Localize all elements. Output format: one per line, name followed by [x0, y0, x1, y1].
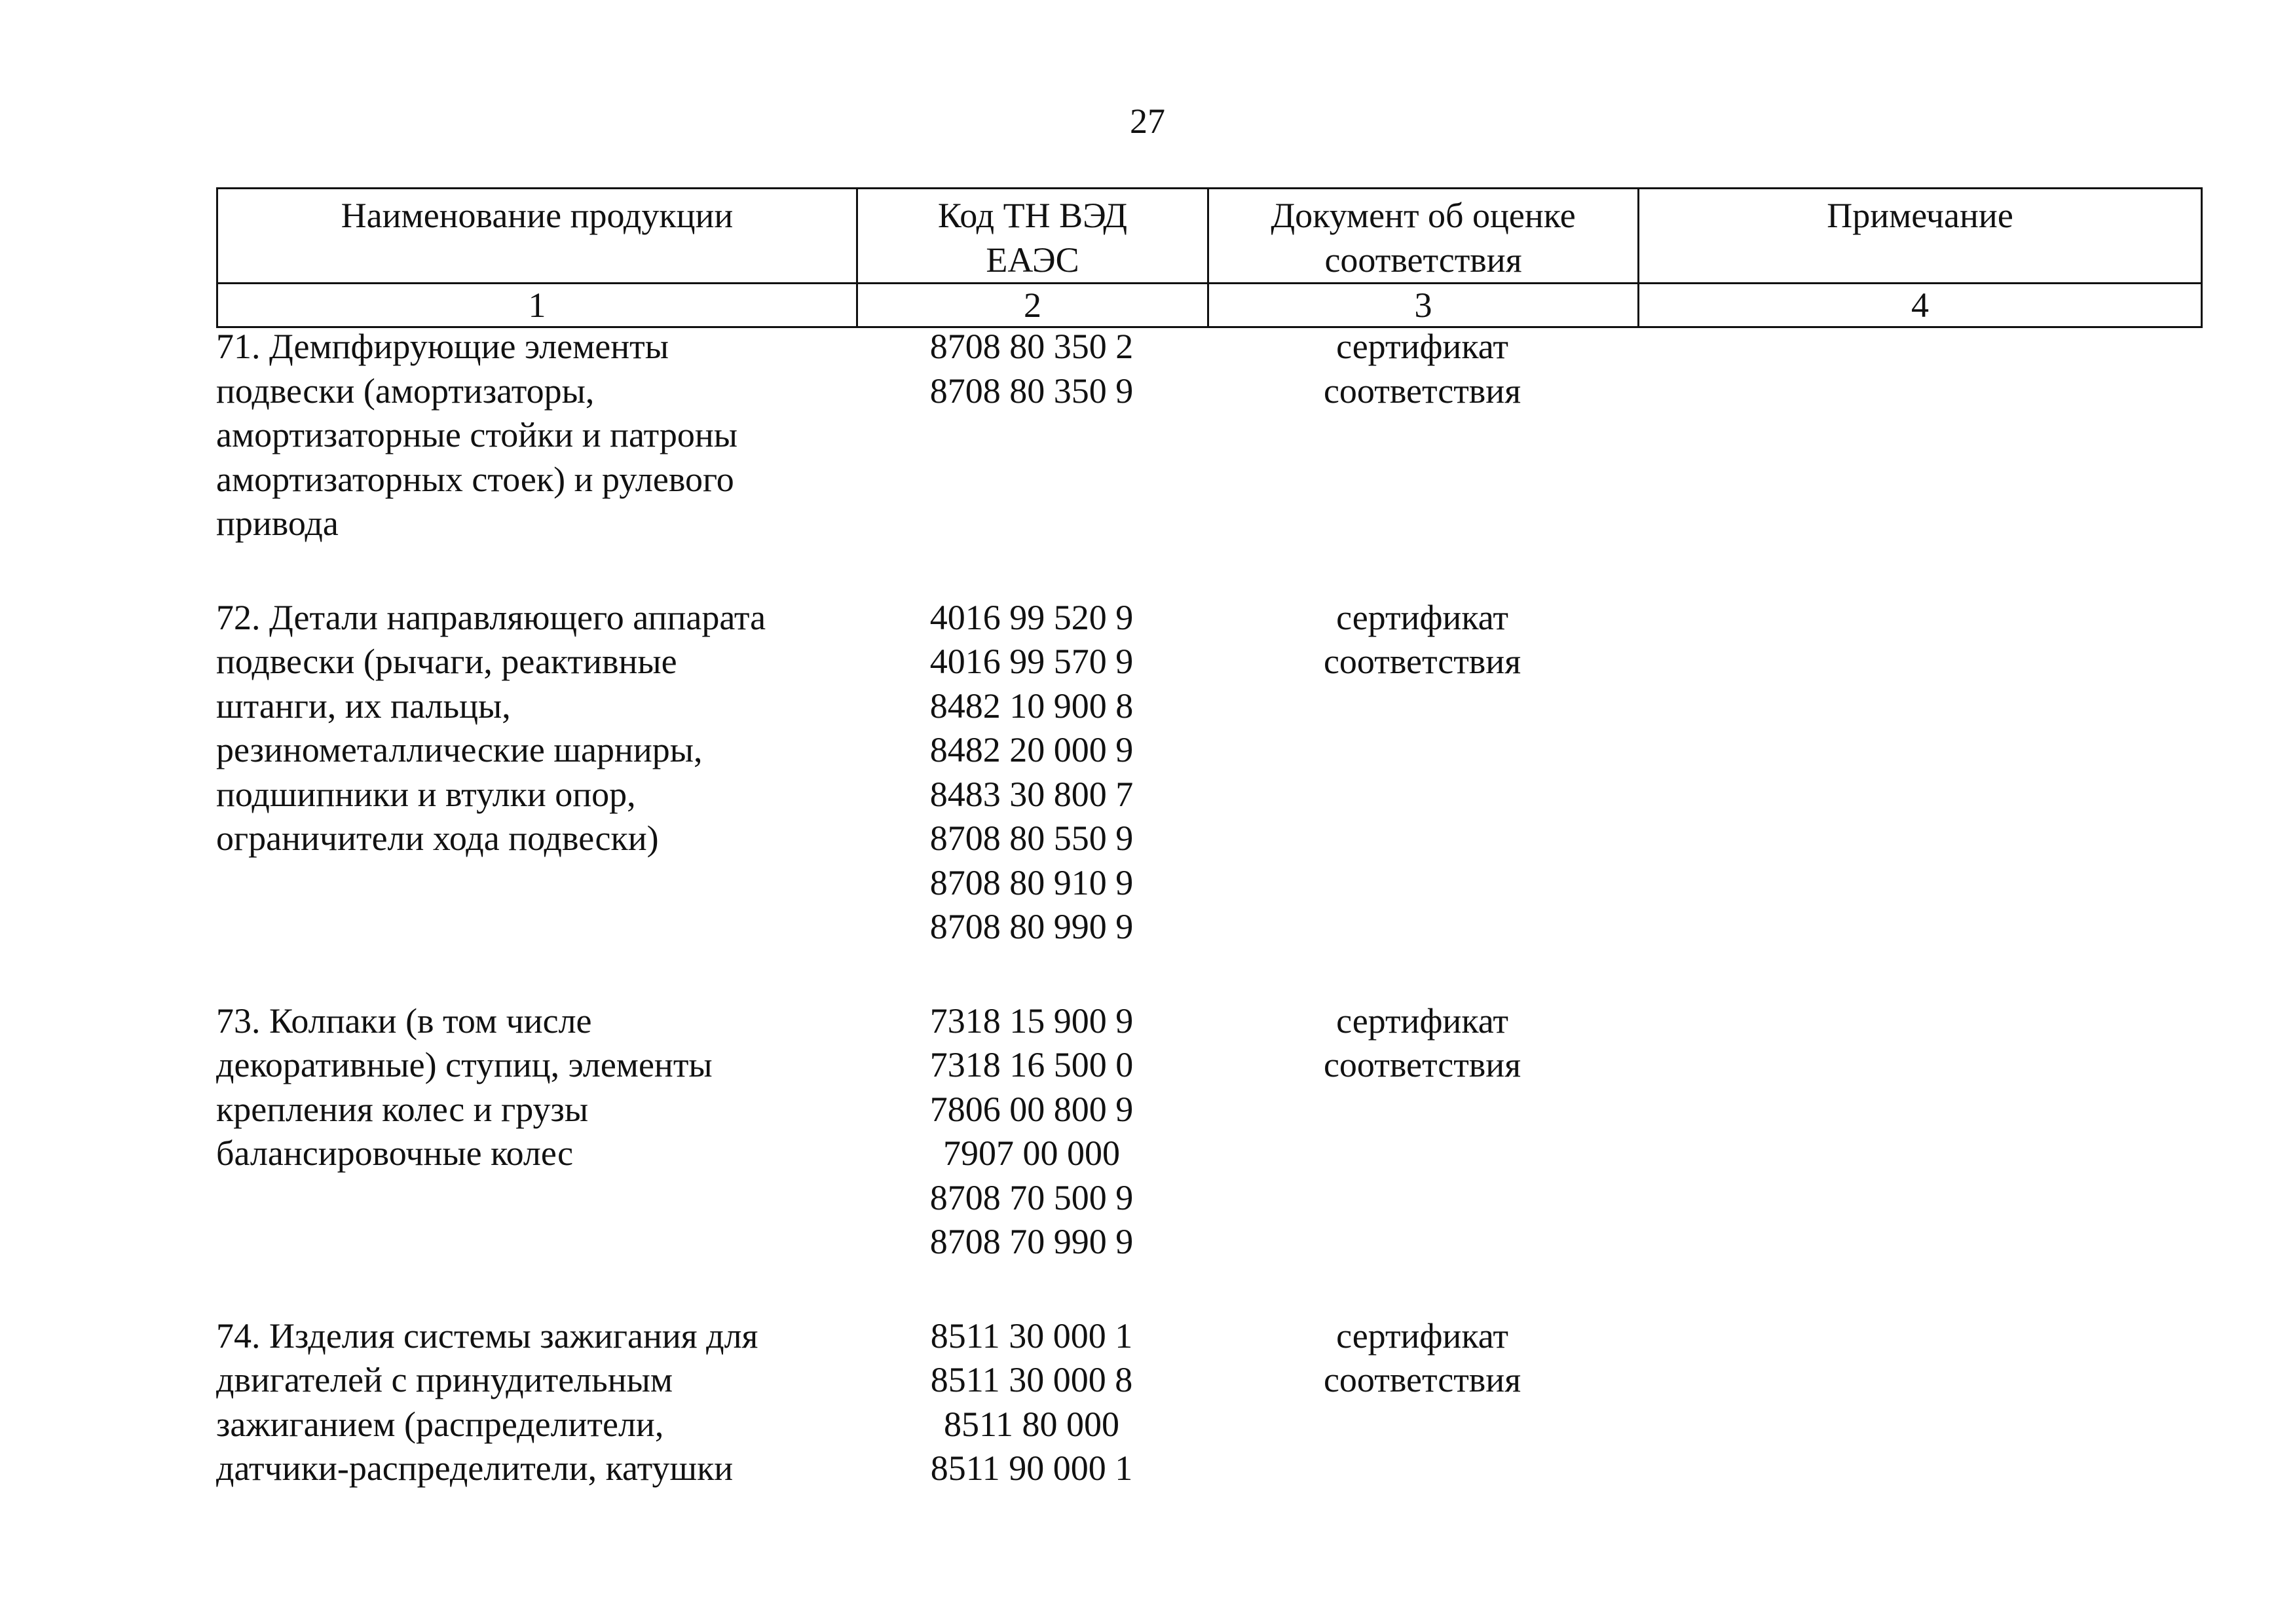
product-name-line: зажиганием (распределители, [216, 1404, 664, 1444]
header-product-name [217, 189, 857, 284]
product-name-line: амортизаторные стойки и патроны [216, 415, 738, 454]
product-name-line: двигателей с принудительным [216, 1360, 673, 1399]
table-row [216, 999, 2205, 1264]
product-name-cell [216, 1314, 856, 1491]
tn-ved-code: 8708 70 990 9 [929, 1222, 1134, 1261]
tn-ved-codes-cell [856, 999, 1207, 1264]
column-number: 2 [857, 284, 1208, 327]
product-name-line: подшипники и втулки опор, [216, 774, 636, 814]
tn-ved-code: 8511 30 000 1 [930, 1316, 1133, 1356]
product-name-cell [216, 325, 856, 546]
tn-ved-code: 7806 00 800 9 [929, 1089, 1134, 1129]
conformity-document-line: соответствия [1323, 642, 1521, 681]
conformity-document-cell [1207, 999, 1637, 1088]
product-name-cell [216, 596, 856, 861]
product-name-line: ограничители хода подвески) [216, 819, 659, 858]
table-row [216, 1314, 2205, 1491]
tn-ved-code: 8708 70 500 9 [929, 1177, 1134, 1217]
page-number: 27 [1130, 101, 1165, 141]
tn-ved-codes-cell [856, 325, 1207, 413]
product-name-line: подвески (рычаги, реактивные [216, 642, 677, 681]
header-tn-ved-code [857, 189, 1208, 284]
conformity-document-line: сертификат [1336, 1001, 1508, 1041]
column-number: 1 [217, 284, 857, 327]
tn-ved-code: 8708 80 350 2 [929, 327, 1134, 366]
tn-ved-code: 8483 30 800 7 [929, 774, 1134, 814]
conformity-document-cell [1207, 596, 1637, 684]
table-header [216, 187, 2203, 328]
header-line: Документ об оценке [1271, 196, 1576, 235]
tn-ved-code: 7318 16 500 0 [929, 1045, 1134, 1084]
product-name-line: штанги, их пальцы, [216, 686, 511, 726]
tn-ved-codes-cell [856, 1314, 1207, 1491]
product-name-line: 72. Детали направляющего аппарата [216, 597, 766, 637]
header-conformity-document [1208, 189, 1639, 284]
tn-ved-code: 7907 00 000 [943, 1134, 1120, 1173]
tn-ved-code: 4016 99 520 9 [929, 597, 1134, 637]
conformity-document-cell [1207, 325, 1637, 413]
conformity-document-cell [1207, 1314, 1637, 1403]
tn-ved-code: 8708 80 910 9 [929, 862, 1134, 902]
tn-ved-code: 7318 15 900 9 [929, 1001, 1134, 1041]
tn-ved-code: 8708 80 990 9 [929, 907, 1134, 946]
tn-ved-code: 8708 80 550 9 [929, 819, 1134, 858]
product-name-line: 73. Колпаки (в том числе [216, 1001, 592, 1041]
header-note [1639, 189, 2202, 284]
product-name-line: балансировочные колес [216, 1134, 574, 1173]
table-row [216, 596, 2205, 950]
column-number: 3 [1208, 284, 1639, 327]
conformity-document-line: сертификат [1336, 327, 1508, 366]
conformity-document-line: сертификат [1336, 1316, 1508, 1356]
conformity-document-line: соответствия [1323, 1045, 1521, 1084]
conformity-document-line: сертификат [1336, 597, 1508, 637]
tn-ved-code: 8708 80 350 9 [929, 371, 1134, 411]
product-name-line: привода [216, 504, 339, 543]
column-number: 4 [1639, 284, 2202, 327]
product-name-line: датчики-распределители, катушки [216, 1449, 734, 1488]
header-line: ЕАЭС [986, 240, 1079, 280]
header-line: Примечание [1827, 196, 2013, 235]
product-name-line: декоративные) ступиц, элементы [216, 1045, 713, 1084]
product-name-line: резинометаллические шарниры, [216, 730, 703, 769]
product-name-cell [216, 999, 856, 1176]
table-body [216, 325, 2205, 1491]
product-name-line: 74. Изделия системы зажигания для [216, 1316, 758, 1356]
header-line: Код ТН ВЭД [937, 196, 1128, 235]
product-name-line: крепления колес и грузы [216, 1089, 589, 1129]
product-name-line: 71. Демпфирующие элементы [216, 327, 669, 366]
tn-ved-code: 8482 10 900 8 [929, 686, 1134, 726]
tn-ved-code: 8482 20 000 9 [929, 730, 1134, 769]
tn-ved-code: 4016 99 570 9 [929, 642, 1134, 681]
header-row [217, 189, 2202, 284]
column-number-row [217, 284, 2202, 327]
header-line: соответствия [1324, 240, 1522, 280]
tn-ved-code: 8511 30 000 8 [930, 1360, 1133, 1399]
product-name-line: подвески (амортизаторы, [216, 371, 595, 411]
tn-ved-code: 8511 80 000 [944, 1404, 1119, 1444]
table-row [216, 325, 2205, 546]
tn-ved-codes-cell [856, 596, 1207, 950]
tn-ved-code: 8511 90 000 1 [930, 1449, 1133, 1488]
header-line: Наименование продукции [341, 196, 734, 235]
product-name-line: амортизаторных стоек) и рулевого [216, 459, 734, 499]
conformity-document-line: соответствия [1323, 371, 1521, 411]
conformity-document-line: соответствия [1323, 1360, 1521, 1399]
